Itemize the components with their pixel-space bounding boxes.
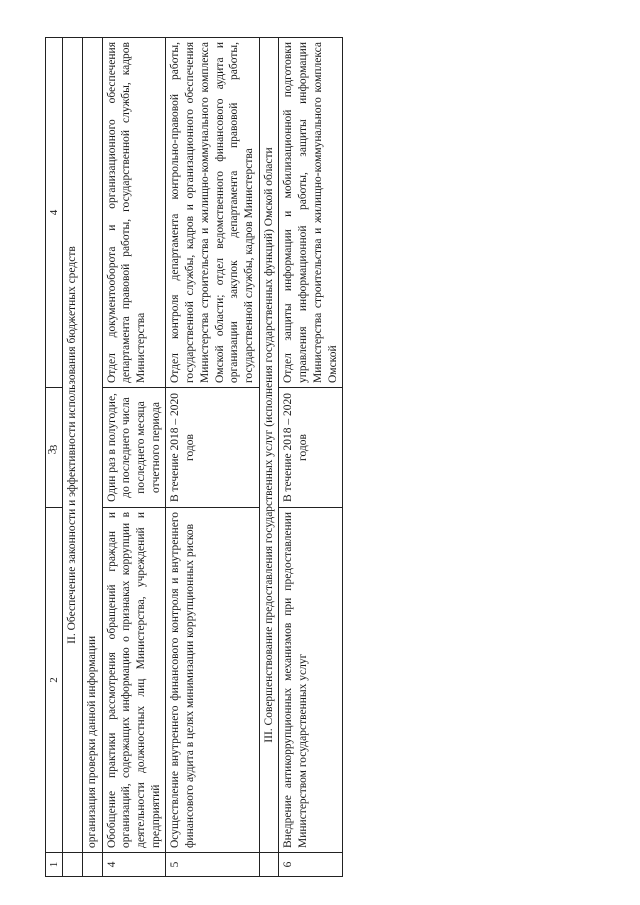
section-3-title: III. Совершенствование предоставления государственных услуг (исполнения государственных функций) Омской области [259, 38, 279, 853]
period-cell: Один раз в полугодие, до последнего числа последнего месяца отчетного периода [102, 388, 166, 508]
empty-cell [259, 853, 279, 877]
section-3-title-row [259, 38, 279, 877]
column-number: 3 [46, 388, 63, 508]
responsible-cell: Отдел контроля департамента контрольно-правовой работы, государственной службы, кадров и организационного обеспечения Министерства строительства и жилищно-коммунального комплекса Омской области; отдел ведомственного финансового аудита и организации закупок департамента правовой работы, государственной службы, кадров Министерства [166, 38, 259, 388]
column-number: 2 [46, 508, 63, 853]
measure-cell: Осуществление внутреннего финансового контроля и внутреннего финансового аудита в целях минимизации коррупционных рисков [166, 508, 259, 853]
column-number: 1 [46, 853, 63, 877]
empty-cell [82, 853, 102, 877]
row-number: 4 [102, 853, 166, 877]
period-cell: В течение 2018 – 2020 годов [166, 388, 259, 508]
empty-cell [63, 853, 83, 877]
period-cell: В течение 2018 – 2020 годов [279, 388, 343, 508]
measure-cell: Внедрение антикоррупционных механизмов при предоставлении Министерством государственных услуг [279, 508, 343, 853]
column-number: 4 [46, 38, 63, 388]
section-2-subheading: организация проверки данной информации [82, 38, 102, 853]
anti-corruption-plan-table [45, 37, 343, 877]
row-number: 6 [279, 853, 343, 877]
row-number: 5 [166, 853, 259, 877]
table-row [102, 38, 166, 877]
page-number: 3 [44, 448, 59, 455]
section-2-title: II. Обеспечение законности и эффективности использования бюджетных средств [63, 38, 83, 853]
column-number-row [46, 38, 63, 877]
rotated-page [45, 37, 580, 877]
section-2-subheading-row [82, 38, 102, 877]
section-2-title-row [63, 38, 83, 877]
table-row [279, 38, 343, 877]
table-row [166, 38, 259, 877]
measure-cell: Обобщение практики рассмотрения обращений граждан и организаций, содержащих информацию о признаках коррупции в деятельности должностных лиц Министерства, учреждений и предприятий [102, 508, 166, 853]
responsible-cell: Отдел документооборота и организационного обеспечения департамента правовой работы, государственной службы, кадров Министерства [102, 38, 166, 388]
responsible-cell: Отдел защиты информации и мобилизационной подготовки управления информационной работы, защиты информации Министерства строительства и жилищно-коммунального комплекса Омской [279, 38, 343, 388]
